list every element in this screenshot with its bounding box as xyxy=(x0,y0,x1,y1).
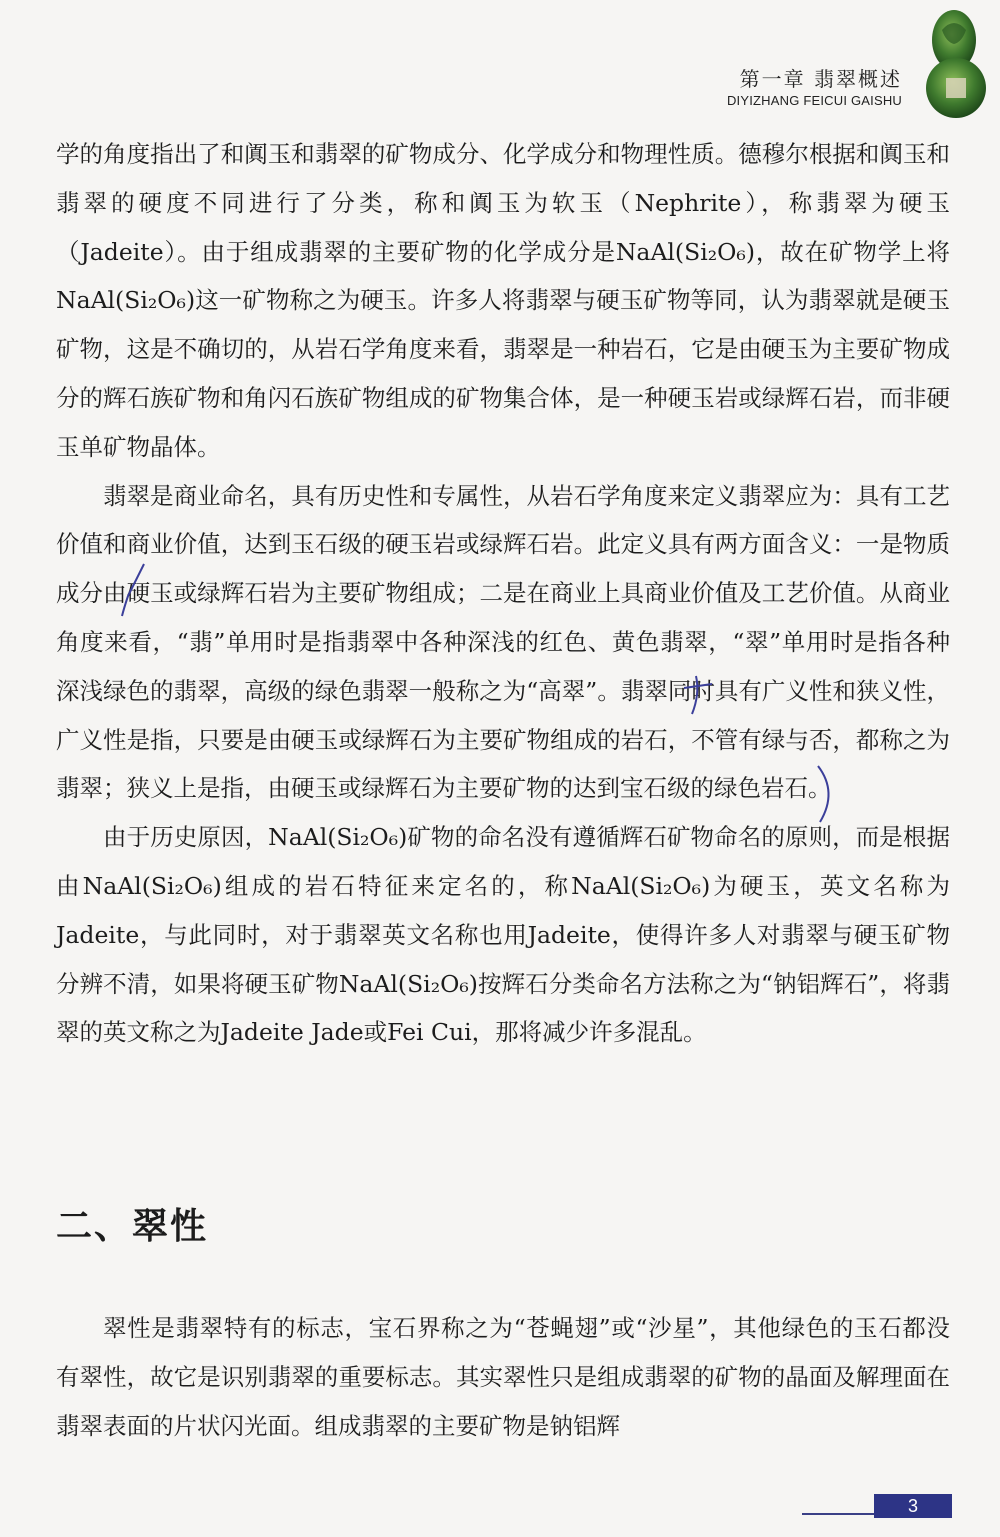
jade-pendant-icon xyxy=(912,0,992,120)
body-text-block xyxy=(56,130,950,1057)
section-heading: 二、翠性 xyxy=(56,1206,209,1247)
running-header xyxy=(727,66,902,110)
section-text-block xyxy=(56,1304,950,1450)
chapter-title-pinyin: DIYIZHANG FEICUI GAISHU xyxy=(726,93,902,108)
paragraph-2: 翡翠是商业命名，具有历史性和专属性，从岩石学角度来定义翡翠应为：具有工艺价值和商业价值，达到玉石级的硬玉岩或绿辉石岩。此定义具有两方面含义：一是物质成分由硬玉或绿辉石岩为主要矿物组成；二是在商业上具商业价值及工艺价值。从商业角度来看，“翡”单用时是指翡翠中各种深浅的红色、黄色翡翠，“翠”单用时是指各种深浅绿色的翡翠，高级的绿色翡翠一般称之为“高翠”。翡翠同时具有广义性和狭义性，广义性是指，只要是由硬玉或绿辉石为主要矿物组成的岩石，不管有绿与否，都称之为翡翠；狭义上是指，由硬玉或绿辉石为主要矿物的达到宝石级的绿色岩石。 xyxy=(56,481,950,803)
section-paragraph-1: 翠性是翡翠特有的标志，宝石界称之为“苍蝇翅”或“沙星”，其他绿色的玉石都没有翠性，故它是识别翡翠的重要标志。其实翠性只是组成翡翠的矿物的晶面及解理面在翡翠表面的片状闪光面。组成翡翠的主要矿物是钠铝辉 xyxy=(56,1314,950,1440)
paragraph-3: 由于历史原因，NaAl(Si₂O₆)矿物的命名没有遵循辉石矿物命名的原则，而是根据由NaAl(Si₂O₆)组成的岩石特征来定名的，称NaAl(Si₂O₆)为硬玉，英文名称为Jadeite，与此同时，对于翡翠英文名称也用Jadeite，使得许多人对翡翠与硬玉矿物分辨不清，如果将硬玉矿物NaAl(Si₂O₆)按辉石分类命名方法称之为“钠铝辉石”，将翡翠的英文称之为Jadeite Jade或Fei Cui，那将减少许多混乱。 xyxy=(56,823,950,1047)
footer-rule xyxy=(802,1513,874,1515)
chapter-title-cn: 第一章 翡翠概述 xyxy=(739,67,902,91)
paragraph-1: 学的角度指出了和阗玉和翡翠的矿物成分、化学成分和物理性质。德穆尔根据和阗玉和翡翠的硬度不同进行了分类，称和阗玉为软玉（Nephrite），称翡翠为硬玉（Jadeite）。由于组成翡翠的主要矿物的化学成分是NaAl(Si₂O₆)，故在矿物学上将NaAl(Si₂O₆)这一矿物称之为硬玉。许多人将翡翠与硬玉矿物等同，认为翡翠就是硬玉矿物，这是不确切的，从岩石学角度来看，翡翠是一种岩石，它是由硬玉为主要矿物成分的辉石族矿物和角闪石族矿物组成的矿物集合体，是一种硬玉岩或绿辉石岩，而非硬玉单矿物晶体。 xyxy=(56,140,950,461)
page-number: 3 xyxy=(874,1494,952,1518)
